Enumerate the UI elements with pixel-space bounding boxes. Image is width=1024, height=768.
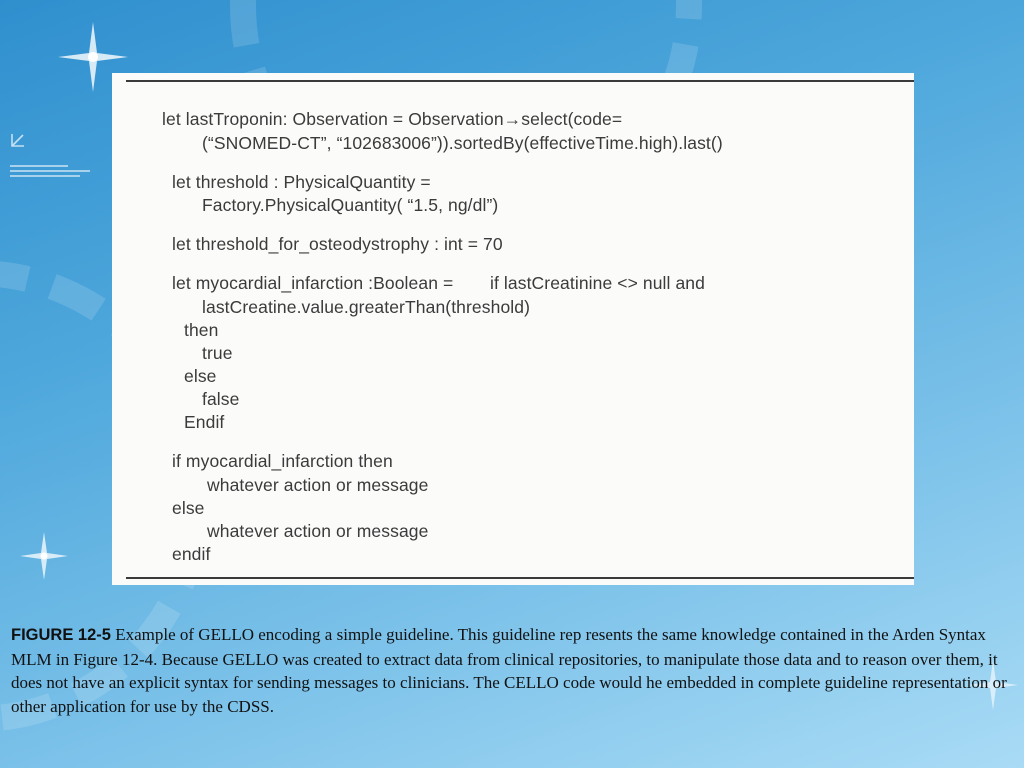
code-line: false	[202, 389, 240, 409]
figure-panel	[112, 73, 914, 585]
code-line: lastCreatine.value.greaterThan(threshold)	[202, 297, 531, 317]
code-line: true	[202, 343, 233, 363]
code-line: endif	[172, 544, 211, 564]
code-line: else	[184, 366, 217, 386]
top-rule	[126, 80, 914, 82]
code-line: else	[172, 498, 205, 518]
code-line: let lastTroponin: Observation = Observation→select(code=	[162, 109, 623, 129]
code-line: Factory.PhysicalQuantity( “1.5, ng/dl”)	[202, 195, 499, 215]
code-line: whatever action or message	[207, 521, 429, 541]
sparkle-icon	[20, 532, 68, 585]
code-line: (“SNOMED-CT”, “102683006”)).sortedBy(effectiveTime.high).last()	[202, 133, 723, 153]
code-line: if myocardial_infarction then	[172, 451, 393, 471]
code-line: let threshold_for_osteodystrophy : int = 70	[172, 234, 503, 254]
decorative-lines	[10, 165, 90, 180]
code-line: Endif	[184, 412, 225, 432]
figure-caption	[11, 623, 1016, 718]
caption-text: Example of GELLO encoding a simple guideline. This guideline rep resents the same knowledge contained in the Arden Syntax MLM in Figure 12-4. Because GELLO was created to extract data from clinical repositories, to manipulate those data and to reason over them, it does not have an explicit syntax for sending messages to clinicians. The CELLO code would he embedded in complete guideline representation or other application for use by the CDSS.	[11, 625, 1007, 716]
code-line: let myocardial_infarction :Boolean =	[172, 273, 454, 293]
arrow-corner-icon	[10, 132, 26, 153]
code-line: if lastCreatinine <> null and	[490, 273, 705, 293]
code-line: let threshold : PhysicalQuantity =	[172, 172, 431, 192]
code-line: whatever action or message	[207, 475, 429, 495]
figure-label: FIGURE 12-5	[11, 626, 111, 644]
code-line: then	[184, 320, 219, 340]
bottom-rule	[126, 577, 914, 579]
